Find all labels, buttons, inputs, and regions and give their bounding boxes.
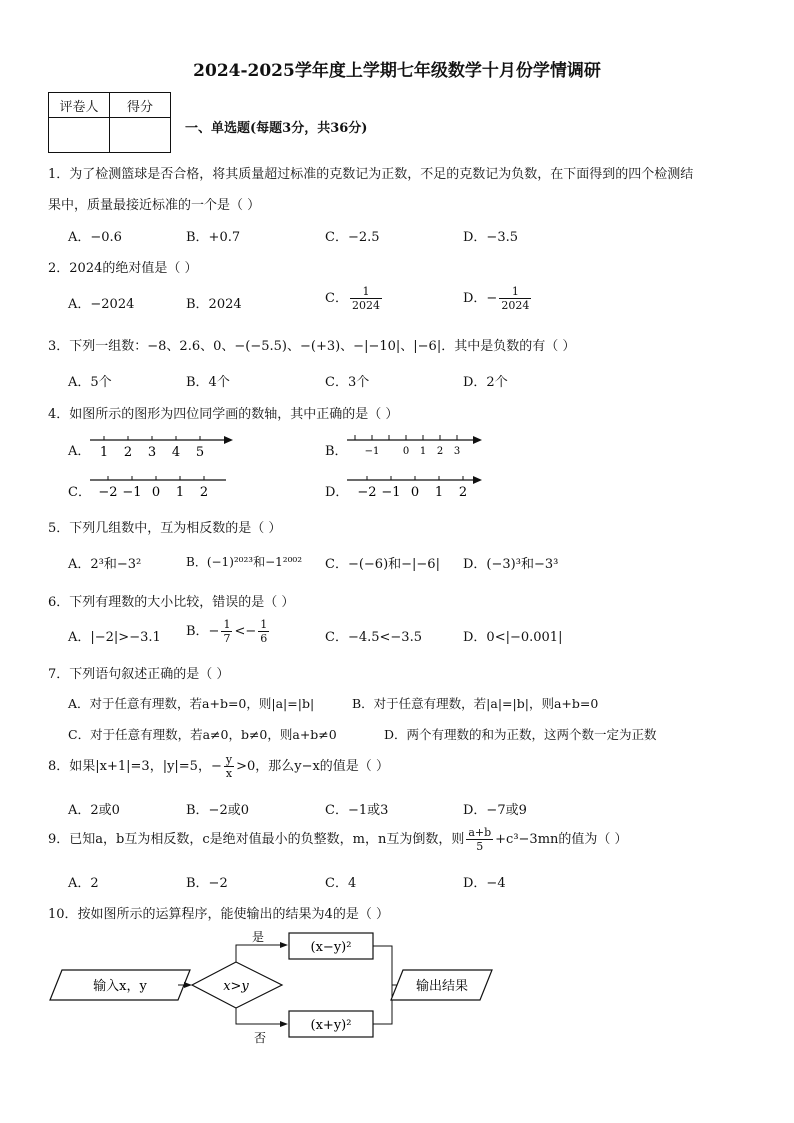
axis-b-tick-5: 3: [453, 446, 461, 457]
q1-line2: 果中，质量最接近标准的一个是（ ）: [48, 198, 261, 213]
q2-option-d-label: D．−: [463, 291, 498, 306]
axis-c-tick-2: −1: [122, 485, 142, 500]
q8-option-d: D．−7或9: [463, 803, 527, 818]
q2-option-a: A．−2024: [68, 297, 135, 312]
flow-yes-label: 是: [251, 930, 265, 944]
grader-cell: [49, 118, 110, 153]
q9-fraction: [466, 826, 493, 853]
axis-a-tick-3: 3: [147, 445, 157, 460]
axis-b-tick-2: 0: [402, 446, 410, 457]
q9-option-b: B．−2: [186, 876, 228, 891]
q6-option-b: [186, 618, 271, 645]
q7-option-b: B．对于任意有理数，若|a|=|b|，则a+b=0: [352, 696, 599, 711]
q5-option-d: D．(−3)³和−3³: [463, 557, 559, 572]
axis-d-tick-3: 0: [410, 485, 420, 500]
q1-option-c: C．−2.5: [325, 230, 380, 245]
q6-b-label: B．−: [186, 624, 220, 639]
q9-stem-pre: 9．已知a，b互为相反数，c是绝对值最小的负整数，m，n互为倒数，则: [48, 832, 465, 847]
score-table: [48, 92, 171, 153]
score-header: 得分: [110, 93, 171, 118]
axis-a-tick-2: 2: [123, 445, 133, 460]
axis-d-tick-1: −2: [357, 485, 377, 500]
axis-c-tick-5: 2: [199, 485, 209, 500]
q4-label-b: B．: [325, 444, 348, 459]
q8-option-c: C．−1或3: [325, 803, 389, 818]
flow-condition-text: x>y: [223, 979, 249, 994]
q6-b-den2: 6: [260, 632, 268, 645]
axis-a-tick-5: 5: [195, 445, 205, 460]
q4-axis-b: [345, 430, 487, 462]
q1-option-a: A．−0.6: [68, 230, 122, 245]
q5-stem: 5．下列几组数中，互为相反数的是（ ）: [48, 521, 282, 536]
q9-numerator: a+b: [468, 826, 492, 839]
section-heading: 一、单选题(每题3分，共36分): [185, 121, 368, 136]
q4-label-a: A．: [68, 444, 91, 459]
q6-stem: 6．下列有理数的大小比较，错误的是（ ）: [48, 595, 295, 610]
q4-axis-c: [88, 470, 230, 502]
axis-c-tick-1: −2: [98, 485, 118, 500]
axis-c-tick-4: 1: [175, 485, 185, 500]
axis-d-tick-2: −1: [381, 485, 401, 500]
q6-option-a: A．|−2|>−3.1: [68, 630, 161, 645]
q8-fraction: [224, 753, 234, 780]
q6-b-mid: <−: [234, 624, 257, 639]
q2-d-denominator: 2024: [501, 299, 530, 312]
axis-b-tick-3: 1: [419, 446, 427, 457]
q3-option-d: D．2个: [463, 375, 508, 390]
q6-b-num1: 1: [223, 618, 231, 631]
q2-c-denominator: 2024: [351, 299, 380, 312]
q3-option-c: C．3个: [325, 375, 370, 390]
q1-option-d: D．−3.5: [463, 230, 518, 245]
flow-top-box-text: (x−y)²: [310, 940, 352, 955]
q6-b-fraction-2: [258, 618, 269, 645]
q5-option-a: A．2³和−3²: [68, 557, 142, 572]
q8-numerator: y: [225, 753, 233, 766]
q8-option-a: A．2或0: [68, 803, 120, 818]
axis-d-tick-4: 1: [434, 485, 444, 500]
q4-stem: 4．如图所示的图形为四位同学画的数轴，其中正确的是（ ）: [48, 407, 399, 422]
q3-option-b: B．4个: [186, 375, 230, 390]
q8-stem-post: >0，那么y−x的值是（ ）: [236, 759, 389, 774]
q6-b-num2: 1: [260, 618, 268, 631]
q1-option-b: B．+0.7: [186, 230, 241, 245]
q9-option-a: A．2: [68, 876, 99, 891]
q9-option-d: D．−4: [463, 876, 506, 891]
axis-b-tick-4: 2: [436, 446, 444, 457]
q9-denominator: 5: [476, 840, 484, 853]
q3-option-a: A．5个: [68, 375, 112, 390]
flow-input-text: 输入x，y: [93, 979, 147, 994]
q2-stem: 2．2024的绝对值是（ ）: [48, 261, 198, 276]
q4-axis-d: [345, 470, 487, 502]
q9-option-c: C．4: [325, 876, 357, 891]
q6-option-c: C．−4.5<−3.5: [325, 630, 422, 645]
flow-output-text: 输出结果: [415, 979, 469, 994]
q2-option-c: [325, 285, 384, 312]
q7-option-a: A．对于任意有理数，若a+b=0，则|a|=|b|: [68, 696, 315, 711]
q4-label-d: D．: [325, 485, 349, 500]
q8-stem-pre: 8．如果|x+1|=3，|y|=5，−: [48, 759, 222, 774]
q6-option-d: D．0<|−0.001|: [463, 630, 563, 645]
q2-option-d: [463, 285, 533, 312]
flow-bottom-box-text: (x+y)²: [310, 1018, 352, 1033]
axis-c-tick-3: 0: [151, 485, 161, 500]
axis-d-tick-5: 2: [458, 485, 468, 500]
axis-a-tick-4: 4: [171, 445, 181, 460]
q6-b-den1: 7: [223, 632, 231, 645]
q5-option-c: C．−(−6)和−|−6|: [325, 557, 440, 572]
q8-stem: [48, 753, 389, 780]
flow-no-label: 否: [253, 1031, 267, 1045]
q1-line1: 1．为了检测篮球是否合格，将其质量超过标准的克数记为正数，不足的克数记为负数，在下面得到的四个检测结: [48, 167, 694, 182]
q5-option-b: B．(−1)²⁰²³和−1²⁰⁰²: [186, 555, 303, 569]
q7-option-d: D．两个有理数的和为正数，这两个数一定为正数: [384, 727, 657, 742]
score-cell: [110, 118, 171, 153]
q2-option-c-fraction: [350, 285, 382, 312]
axis-a-tick-1: 1: [99, 445, 109, 460]
q4-label-c: C．: [68, 485, 91, 500]
grader-header: 评卷人: [49, 93, 110, 118]
q8-option-b: B．−2或0: [186, 803, 249, 818]
q10-stem: 10．按如图所示的运算程序，能使输出的结果为4的是（ ）: [48, 907, 389, 922]
q7-option-c: C．对于任意有理数，若a≠0，b≠0，则a+b≠0: [68, 727, 337, 742]
q3-stem: 3．下列一组数：−8、2.6、0、−(−5.5)、−(+3)、−|−10|、|−6|．其中是负数的有（ ）: [48, 339, 576, 354]
q2-d-numerator: 1: [499, 285, 531, 299]
q2-option-d-fraction: [499, 285, 531, 312]
q7-stem: 7．下列语句叙述正确的是（ ）: [48, 667, 230, 682]
q6-b-fraction-1: [221, 618, 232, 645]
q2-option-b: B．2024: [186, 297, 242, 312]
q9-stem: [48, 826, 628, 853]
q4-axis-a: [88, 430, 238, 462]
page-title: 2024-2025学年度上学期七年级数学十月份学情调研: [193, 61, 601, 81]
q2-c-numerator: 1: [350, 285, 382, 299]
q10-flowchart: [40, 925, 510, 1055]
q8-denominator: x: [225, 767, 233, 780]
axis-b-tick-1: −1: [364, 446, 380, 457]
q9-stem-post: +c³−3mn的值为（ ）: [495, 832, 628, 847]
q2-option-c-label: C．: [325, 291, 348, 306]
